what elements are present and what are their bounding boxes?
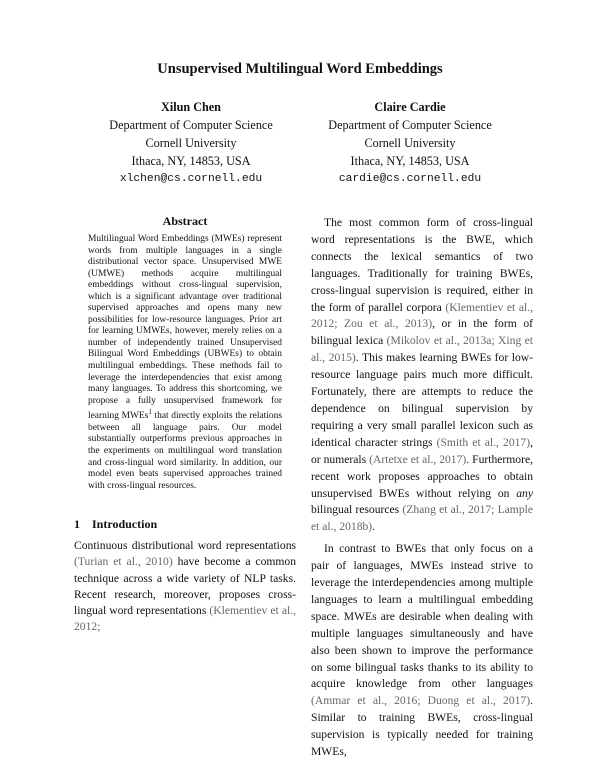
section-title: Introduction xyxy=(92,517,158,531)
rp1-text-e: . Furthermore, recent work proposes approaches to obtain unsupervised BWEs without relying on xyxy=(311,452,534,500)
author-1-email[interactable]: xlchen@cs.cornell.edu xyxy=(119,173,263,185)
rp2-text-b: . Similar to training BWEs, cross-lingual supervision is typically needed for training MWEs, xyxy=(311,694,533,759)
right-column xyxy=(311,215,533,761)
paper-title: Unsupervised Multilingual Word Embeddings xyxy=(157,61,443,77)
intro-text-b: have become a common technique across a wide variety of NLP tasks. Recent research, moreover, proposes cross-lingual word representations xyxy=(74,555,296,618)
author-1-addr: Ithaca, NY, 14853, USA xyxy=(131,154,251,168)
citation-link[interactable]: (Smith et al., 2017) xyxy=(436,435,531,449)
abstract-heading: Abstract xyxy=(162,214,208,228)
author-1-name: Xilun Chen xyxy=(161,100,221,114)
emphasis-any: any xyxy=(516,486,533,500)
author-2-name: Claire Cardie xyxy=(374,100,446,114)
intro-paragraph xyxy=(74,538,296,636)
abstract-text-1: Multilingual Word Embeddings (MWEs) represent words from multiple languages in a single distributional vector space. Unsupervised MWE (UMWE) methods acquire multilingual embeddings without cross-lingual supervision, which is a significant advantage over traditional supervised approaches and opens many new possibilities for low-resource languages. Prior art for learning UMWEs, however, merely relies on a number of independently trained Unsupervised Bilingual Word Embeddings (UBWEs) to obtain multilingual embeddings. These methods fail to leverage the interdependencies that exist among many languages. To address this shortcoming, we propose a fully unsupervised framework for learning MWEs xyxy=(88,234,282,422)
author-2-univ: Cornell University xyxy=(364,136,456,150)
citation-link[interactable]: (Zhang et al., 2017; Lample et al., 2018b) xyxy=(311,503,533,534)
rp1-text-c: . This makes learning BWEs for low-resource language pairs much more difficult. Fortunately, there are attempts to reduce the dependence on bilingual supervision by requiring a very small parallel lexicon such as identical character strings xyxy=(311,351,533,449)
citation-link[interactable]: (Klementiev et al., 2012; Zou et al., 2013) xyxy=(311,300,533,331)
citation-link[interactable]: (Artetxe et al., 2017) xyxy=(369,452,467,466)
author-1 xyxy=(81,98,301,188)
right-paragraph-2 xyxy=(311,541,533,761)
citation-link[interactable]: (Mikolov et al., 2013a; Xing et al., 2015) xyxy=(311,334,533,365)
section-heading-introduction xyxy=(74,517,157,532)
abstract-text-2: that directly exploits the relations between all language pairs. Our model substantially outperforms previous approaches in the experiments on multilingual word translation and cross-lingual word similarity. In addition, our model even beats supervised approaches trained with cross-lingual resources. xyxy=(88,411,282,491)
abstract-body xyxy=(88,234,282,492)
footnote-marker[interactable]: 1 xyxy=(148,408,152,417)
intro-text-a: Continuous distributional word representations xyxy=(74,539,296,552)
citation-link[interactable]: (Turian et al., 2010) xyxy=(74,555,173,569)
section-number: 1 xyxy=(74,517,80,531)
right-paragraph-1 xyxy=(311,215,533,536)
citation-link[interactable]: (Ammar et al., 2016; Duong et al., 2017) xyxy=(311,694,531,708)
rp2-text-a: In contrast to BWEs that only focus on a pair of languages, MWEs instead strive to leverage the interdependencies among multiple languages to learn a multilingual embedding space. MWEs are desirable when dealing with multiple languages simultaneously and have also been shown to improve the performance on some bilingual tasks thanks to its ability to acquire knowledge from other languages xyxy=(311,542,533,691)
author-1-dept: Department of Computer Science xyxy=(109,118,273,132)
author-2-addr: Ithaca, NY, 14853, USA xyxy=(350,154,470,168)
rp1-text-f: bilingual resources xyxy=(311,503,403,517)
rp1-text-b: , or in the form of bilingual lexica xyxy=(311,317,533,348)
rp1-text-g: . xyxy=(372,520,376,534)
rp1-text-a: The most common form of cross-lingual word representations is the BWE, which connects the lexical semantics of two languages. Traditionally for training BWEs, cross-lingual supervision is required, either in the form of parallel corpora xyxy=(311,216,533,314)
citation-link[interactable]: (Klementiev et al., 2012; xyxy=(74,604,296,634)
rp1-text-d: , or numerals xyxy=(311,435,533,466)
author-2 xyxy=(300,98,520,188)
author-1-univ: Cornell University xyxy=(145,136,237,150)
author-2-email[interactable]: cardie@cs.cornell.edu xyxy=(338,173,482,185)
author-2-dept: Department of Computer Science xyxy=(328,118,492,132)
